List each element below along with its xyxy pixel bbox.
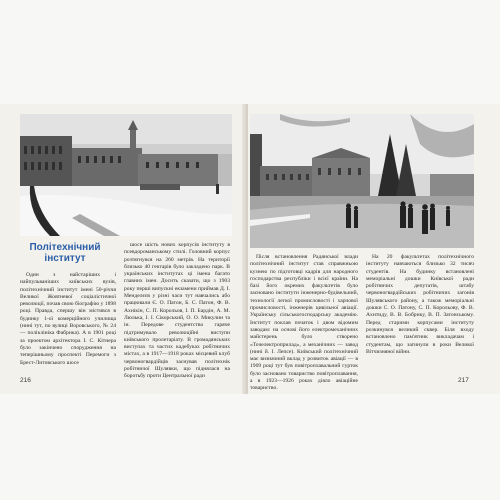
page-number-left: 216 — [20, 377, 31, 384]
left-page — [0, 104, 246, 394]
left-page-column-2 — [124, 242, 230, 378]
right-page-column-2-text: На 20 факультетах політехнічного інституту навчаються близько 32 тисяч студентів. На будинку встановлені меморіальні дошки Київської ради робітничих депутатів, штабу червоногвардійських робітничих загонів Шулявського району, а також меморіальні дошки С. О. Патону, С. П. Корольову, Ф. В. Ахнтиду, В. В. Бобрику, В. П. Затонському. Перед старими корпусами інституту розкинувся великий сквер. Біля входу встановлено пам'ятник викладачам і студентам, що загинули в роки Великої Вітчизняної війни. — [366, 254, 474, 355]
right-page-column-1-text: Після встановлення Радянської влади політехнічний інститут став справжньою кузнею по підготовці кадрів для народного господарства республіки і всієї країни. На базі його окремих факультетів було засновано інститути інженерно-будівельний, технології легкої промисловості і харчової промисловості, інженерів цивільної авіації. Українську сільськогосподарську академію. Інститут поклав початок і двом відомим заводам: на основі його електромеханічних майстерень було створено «Точелектроприлад», а механічних — завод (нині й. І. Лепсе). Київський політехнічний має визначний вклад у розвиток авіації — в 1909 році тут був повітроплавальний гурток було засновано товариство повітроплавання, а в 1923—1926 роках діяло авіаційне товариство. — [250, 254, 358, 392]
left-page-column-2-text: шосе шість нових корпусів інституту в псевдороманському стилі. Головний корпус розтягнувся на 260 метрів. На території близько 40 гектарів було закладено парк. В українських інститутах ці імена багато главних імен. Досить сказати, що з 1903 року перші випускні екзамени приймав Д. І. Менделєєв у різні часи тут навчались або працювали Є. О. Патон, Б. С. Патон, Ф. В. Ахнікін, С. П. Корольов, І. П. Бардін, А. М. Люлька, І. І. Сікорський, О. О. Микулин та ін. Передове студентство гаряче підтримувало революційні виступи київського пролетаріату. В громадянських виступах та частих кадебуках робітничих містах, а в 1917—1918 роках місцевий клуб червоногвардійців заснував політехнік робітничої Шулявки, що піднялася на боротьбу проти Центральної ради — [124, 242, 230, 380]
right-page-column-2 — [366, 254, 474, 376]
open-book-spread — [0, 104, 500, 394]
right-page — [248, 104, 500, 394]
page-number-right: 217 — [458, 377, 469, 384]
left-page-column-1-text: Один з найстаріших і найпульваніших київських вузів, політехнічний інститут імені 50-річчя Великої Жовтневої соціалістичної революції, почав свою біографію у 1898 році. Правда, спершу він містився в будинку 1-ої комерційного училища (нині тут, по вулиці Воровського, № 24 — поліклініка Фабрика). А в 1901 році за проектом архітектора І. С. Кітнера було закінчено спорудження на теперішньому проспекті Перемоги з Брест-Литовського шосе — [20, 272, 116, 366]
photo-institute-main-building — [20, 114, 232, 236]
photo-institute-square-winter — [250, 114, 474, 248]
left-page-column-1 — [20, 272, 116, 378]
right-page-column-1 — [250, 254, 358, 392]
section-heading: Політехнічний інститут — [29, 242, 101, 264]
